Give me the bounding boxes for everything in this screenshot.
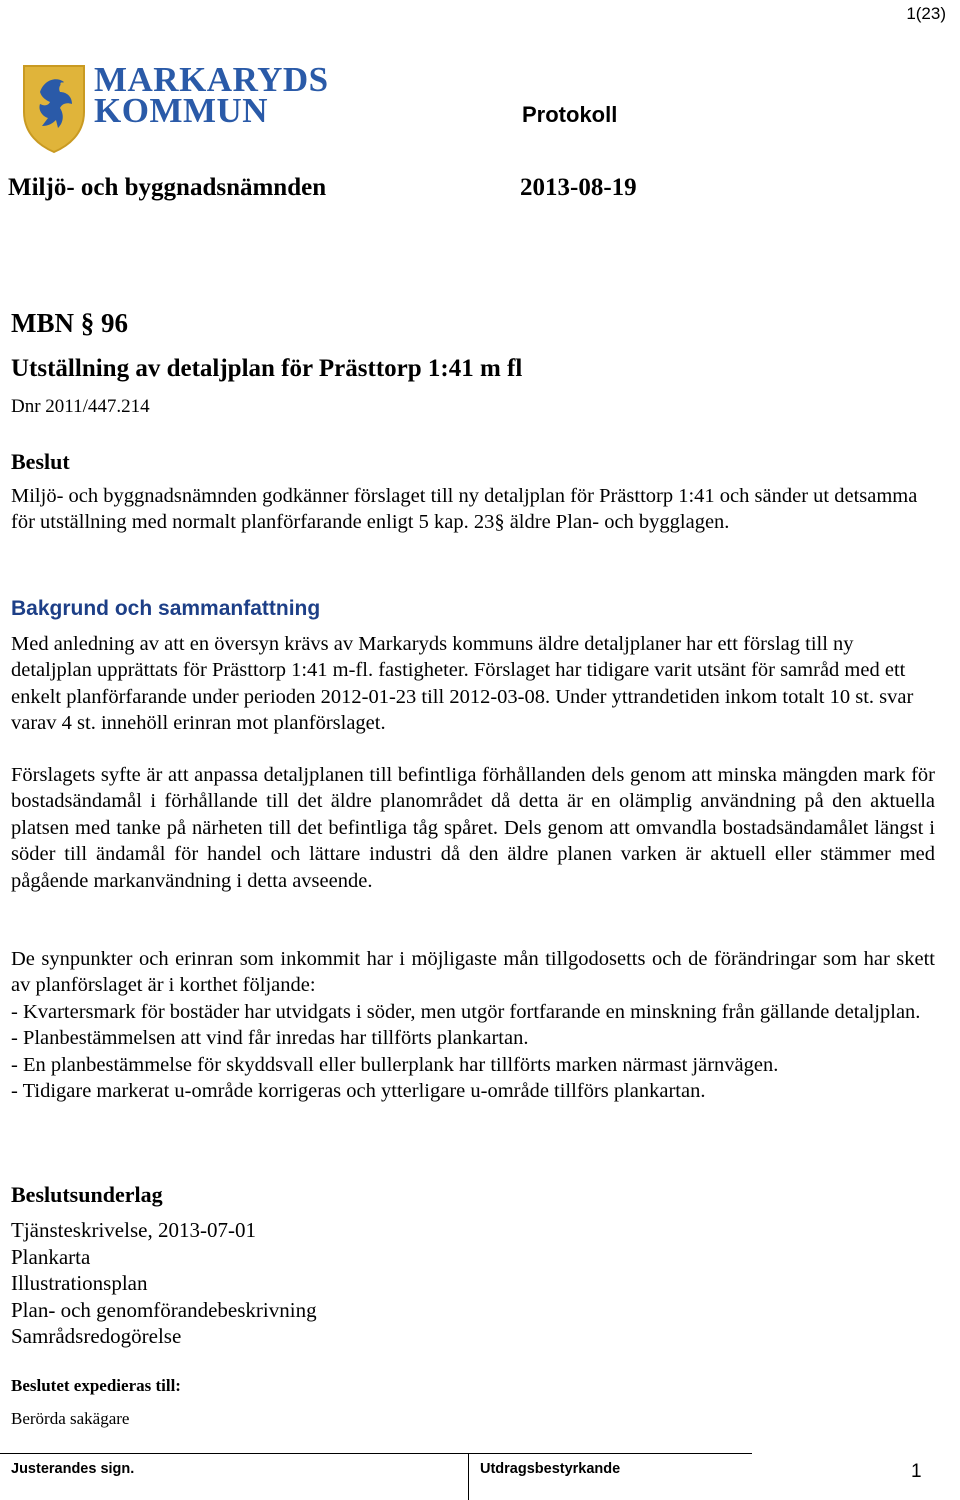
beslut-text: Miljö- och byggnadsnämnden godkänner förslaget till ny detaljplan för Prästtorp 1:41 och sänder ut detsamma för utställning med normalt planförfarande enligt 5 kap. 23§ äldre Plan- och bygglagen. bbox=[11, 485, 918, 534]
logo-line-1: MARKARYDS bbox=[94, 60, 329, 99]
coat-of-arms-icon bbox=[20, 62, 88, 154]
beslutsunderlag-heading: Beslutsunderlag bbox=[11, 1182, 163, 1207]
change-item: - Tidigare markerat u-område korrigeras och ytterligare u-område tillförs plankartan. bbox=[11, 1080, 706, 1103]
signature-label: Justerandes sign. bbox=[11, 1461, 135, 1477]
bakgrund-paragraph-2: Förslagets syfte är att anpassa detaljplanen till befintliga förhållanden dels genom att minska mängden mark för bostadsändamål i förhållande till det äldre planområdet då detta är en olämplig användning på den aktuella platsen med tanke på närheten till det befintliga tåg spåret. Dels genom att omvandla bostadsändamålet längst i söder till ändamål för handel och lättare industri då den äldre planen varken är aktuell eller stämmer med pågående markanvändning i detta avseende. bbox=[11, 764, 935, 892]
underlag-item: Tjänsteskrivelse, 2013-07-01 bbox=[11, 1218, 256, 1242]
expediering-recipients: Berörda sakägare bbox=[11, 1409, 130, 1428]
expediering-heading: Beslutet expedieras till: bbox=[11, 1376, 181, 1395]
change-item: - Planbestämmelsen att vind får inredas har tillförts plankartan. bbox=[11, 1027, 529, 1050]
municipality-logo bbox=[20, 60, 329, 154]
bakgrund-paragraph-1: Med anledning av att en översyn krävs av Markaryds kommuns äldre detaljplaner har ett förslag till ny detaljplan upprättats för Prästtorp 1:41 m-fl. fastigheter. Förslaget har tidigare varit utsänt för samråd med ett enkelt planförfarande under perioden 2012-01-23 till 2012-03-08. Under yttrandetiden inkom totalt 10 st. svar varav 4 st. innehöll erinran mot planförslaget. bbox=[11, 633, 914, 735]
page-number: 1(23) bbox=[906, 4, 946, 23]
synpunkter-block bbox=[11, 946, 935, 1104]
logo-line-2: KOMMUN bbox=[94, 91, 269, 130]
diary-number: Dnr 2011/447.214 bbox=[11, 396, 150, 417]
change-item: - En planbestämmelse för skyddsvall eller bullerplank har tillförts marken närmast järnvägen. bbox=[11, 1053, 779, 1076]
footer-column-divider bbox=[468, 1453, 469, 1500]
footer-page-number: 1 bbox=[911, 1461, 922, 1482]
bakgrund-paragraph-3: De synpunkter och erinran som inkommit har i möjligaste mån tillgodosetts och de förändringar som har skett av planförslaget är i korthet följande: bbox=[11, 948, 935, 997]
change-item: - Kvartersmark för bostäder har utvidgats i söder, men utgör fortfarande en minskning från gällande detaljplan. bbox=[11, 1000, 921, 1023]
underlag-item: Samrådsredogörelse bbox=[11, 1324, 182, 1348]
footer-divider bbox=[0, 1453, 752, 1454]
item-title: Utställning av detaljplan för Prästtorp 1:41 m fl bbox=[11, 355, 523, 382]
underlag-item: Illustrationsplan bbox=[11, 1271, 148, 1295]
extract-certification-label: Utdragsbestyrkande bbox=[480, 1461, 621, 1477]
bakgrund-heading: Bakgrund och sammanfattning bbox=[11, 597, 321, 620]
committee-name: Miljö- och byggnadsnämnden bbox=[8, 174, 327, 201]
underlag-item: Plankarta bbox=[11, 1244, 91, 1269]
meeting-date: 2013-08-19 bbox=[520, 174, 637, 201]
beslut-heading: Beslut bbox=[11, 449, 70, 474]
document-type: Protokoll bbox=[522, 102, 618, 127]
beslutsunderlag-list bbox=[11, 1217, 317, 1350]
paragraph-id: MBN § 96 bbox=[11, 308, 128, 338]
underlag-item: Plan- och genomförandebeskrivning bbox=[11, 1297, 317, 1322]
